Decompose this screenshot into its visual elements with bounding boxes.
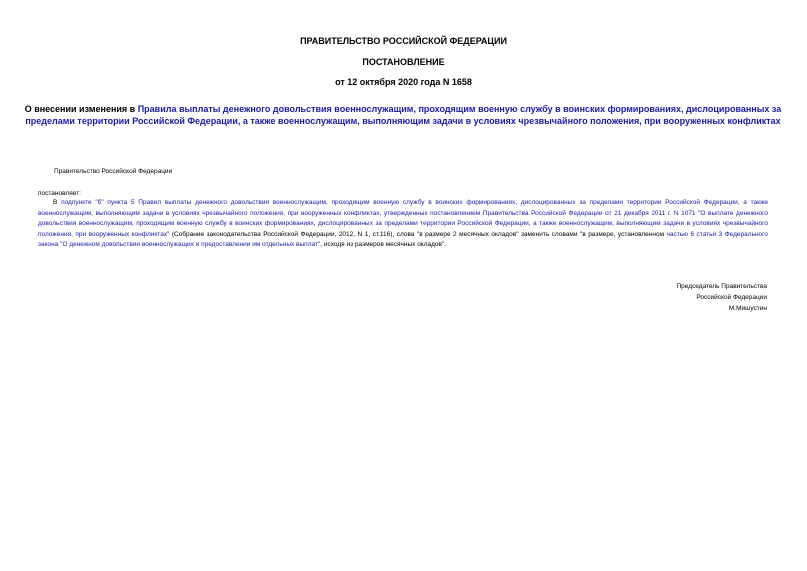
- paragraph-middle: (Собрание законодательства Российской Федерации, 2012, N 1, ст.116), слова "в размере 2 месячных окладов" заменить словами "в размере, установленном: [169, 230, 667, 238]
- title-prefix: О внесении изменения в: [24, 104, 138, 114]
- resolves-text: постановляет:: [38, 190, 81, 197]
- government-heading: ПРАВИТЕЛЬСТВО РОССИЙСКОЙ ФЕДЕРАЦИИ: [300, 36, 507, 46]
- federal-law-link[interactable]: частью 6 статьи 3 Федерального закона "О денежном довольствии военнослужащих и предоставлении им отдельных выплат": [38, 230, 769, 248]
- title-rules-link[interactable]: Правила выплаты денежного довольствия военнослужащим, проходящим военную службу в воинских формированиях, дислоцированных за пределами территории Российской Федерации, а также военнослужащим, выполняющим задачи в условиях чрезвычайного положения, при вооруженных конфликтах: [25, 104, 782, 126]
- paragraph-end: , исходя из размеров месячных окладов".: [320, 241, 447, 248]
- document-type-heading: ПОСТАНОВЛЕНИЕ: [362, 57, 445, 67]
- paragraph-start: В: [53, 199, 62, 206]
- signatory-name: М.Мишустин: [728, 305, 767, 312]
- main-paragraph: [38, 198, 768, 251]
- signatory-position-line2: Российской Федерации: [696, 294, 767, 301]
- date-number-heading: от 12 октября 2020 года N 1658: [335, 77, 472, 87]
- rules-subparagraph-link[interactable]: подпункте "б" пункта 5 Правил выплаты денежного довольствия военнослужащим, проходящим военную службу в воинских формированиях, дислоцированных за пределами территории Российской Федерации, а также военнослужащим, выполняющим задачи в условиях чрезвычайного положения, при вооруженных конфликтах, утвержденных постановлением Правительства Российской Федерации от 21 декабря 2011 г. N 1071 "О выплате денежного довольствия военнослужащим, проходящим военную службу в воинских формированиях, дислоцированных за пределами территории Российской Федерации, а также военнослужащим, выполняющим задачи в условиях чрезвычайного положения, при вооруженных конфликтах": [38, 199, 768, 238]
- intro-text: Правительство Российской Федерации: [54, 168, 173, 175]
- signatory-position-line1: Председатель Правительства: [676, 283, 767, 290]
- document-title: [22, 103, 784, 127]
